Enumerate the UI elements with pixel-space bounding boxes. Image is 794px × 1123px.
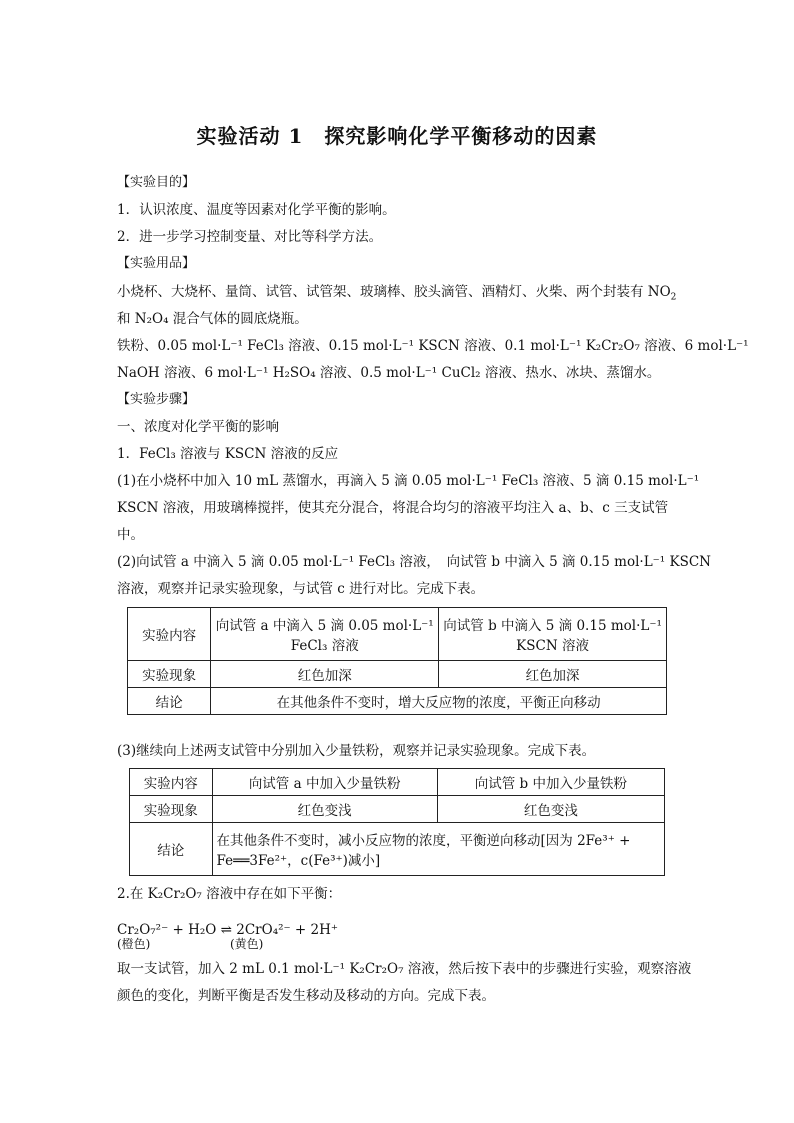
steps-item-1: 1．FeCl₃ 溶液与 KSCN 溶液的反应 (117, 446, 339, 462)
steps-3-line: (3)继续向上述两支试管中分别加入少量铁粉，观察并记录实验现象。完成下表。 (117, 743, 596, 759)
table-cell: 向试管 b 中滴入 5 滴 0.15 mol·L⁻¹ KSCN 溶液 (439, 608, 667, 661)
table-cell: 红色加深 (211, 661, 439, 688)
final-line-2: 颜色的变化，判断平衡是否发生移动及移动的方向。完成下表。 (117, 988, 495, 1004)
table-cell: 实验现象 (128, 661, 211, 688)
purpose-item-2: 2．进一步学习控制变量、对比等科学方法。 (117, 229, 383, 245)
table-cell: 在其他条件不变时，减小反应物的浓度，平衡逆向移动[因为 2Fe³⁺ + Fe══3Fe²⁺，c(Fe³⁺)减小] (212, 823, 664, 876)
steps-heading: 【实验步骤】 (117, 392, 196, 407)
table-cell: 红色加深 (439, 661, 667, 688)
table-cell: 向试管 a 中加入少量铁粉 (212, 769, 437, 796)
steps-2-line-2: 溶液，观察并记录实验现象，与试管 c 进行对比。完成下表。 (117, 581, 485, 597)
table-row (130, 796, 665, 823)
steps-2-line-1: (2)向试管 a 中滴入 5 滴 0.05 mol·L⁻¹ FeCl₃ 溶液， 向试管 b 中滴入 5 滴 0.15 mol·L⁻¹ KSCN (117, 554, 711, 570)
steps-subheading: 一、浓度对化学平衡的影响 (117, 419, 279, 435)
table-iron-thiocyanate (127, 607, 667, 715)
table-cell: 向试管 a 中滴入 5 滴 0.05 mol·L⁻¹ FeCl₃ 溶液 (211, 608, 439, 661)
materials-line-1: 小烧杯、大烧杯、量筒、试管、试管架、玻璃棒、胶头滴管、酒精灯、火柴、两个封装有 $NO_2$ (117, 284, 677, 303)
table-cell: 结论 (128, 688, 211, 715)
final-line-1: 取一支试管，加入 2 mL 0.1 mol·L⁻¹ K₂Cr₂O₇ 溶液，然后按下表中的步骤进行实验，观察溶液 (117, 961, 692, 977)
steps-1a-line-3: 中。 (117, 527, 144, 543)
steps-1a-line-1: (1)在小烧杯中加入 10 mL 蒸馏水，再滴入 5 滴 0.05 mol·L⁻¹ FeCl₃ 溶液、5 滴 0.15 mol·L⁻¹ (117, 473, 700, 489)
purpose-item-1: 1．认识浓度、温度等因素对化学平衡的影响。 (117, 202, 396, 218)
equation-label-orange: (橙色) (117, 937, 151, 951)
table-iron-powder (129, 768, 665, 876)
steps-1a-line-2: KSCN 溶液，用玻璃棒搅拌，使其充分混合，将混合均匀的溶液平均注入 a、b、c 三支试管 (117, 500, 669, 516)
table-cell: 在其他条件不变时，增大反应物的浓度，平衡正向移动 (211, 688, 667, 715)
table-cell: 红色变浅 (212, 796, 437, 823)
table-row (130, 769, 665, 796)
page-title: 实验活动 1 探究影响化学平衡移动的因素 (196, 124, 598, 148)
materials-line-3: 铁粉、0.05 mol·L⁻¹ FeCl₃ 溶液、0.15 mol·L⁻¹ KSCN 溶液、0.1 mol·L⁻¹ K₂Cr₂O₇ 溶液、6 mol·L⁻¹ (117, 338, 749, 354)
chem-equation: Cr₂O₇²⁻ + H₂O ⇌ 2CrO₄²⁻ + 2H⁺ (117, 922, 339, 938)
table-cell: 实验现象 (130, 796, 213, 823)
materials-line-2: 和 N₂O₄ 混合气体的圆底烧瓶。 (117, 311, 308, 327)
table-cell: 实验内容 (130, 769, 213, 796)
materials-line-4: NaOH 溶液、6 mol·L⁻¹ H₂SO₄ 溶液、0.5 mol·L⁻¹ CuCl₂ 溶液、热水、冰块、蒸馏水。 (117, 365, 661, 381)
table-cell: 红色变浅 (437, 796, 664, 823)
table-row (128, 688, 667, 715)
table-cell: 向试管 b 中加入少量铁粉 (437, 769, 664, 796)
table-cell: 实验内容 (128, 608, 211, 661)
materials-heading: 【实验用品】 (117, 256, 196, 271)
equation-label-yellow: (黄色) (230, 937, 264, 951)
table-row (128, 661, 667, 688)
table-row (130, 823, 665, 876)
purpose-heading: 【实验目的】 (117, 175, 196, 190)
part2-intro: 2.在 K₂Cr₂O₇ 溶液中存在如下平衡： (117, 886, 342, 902)
table-row (128, 608, 667, 661)
table-cell: 结论 (130, 823, 213, 876)
